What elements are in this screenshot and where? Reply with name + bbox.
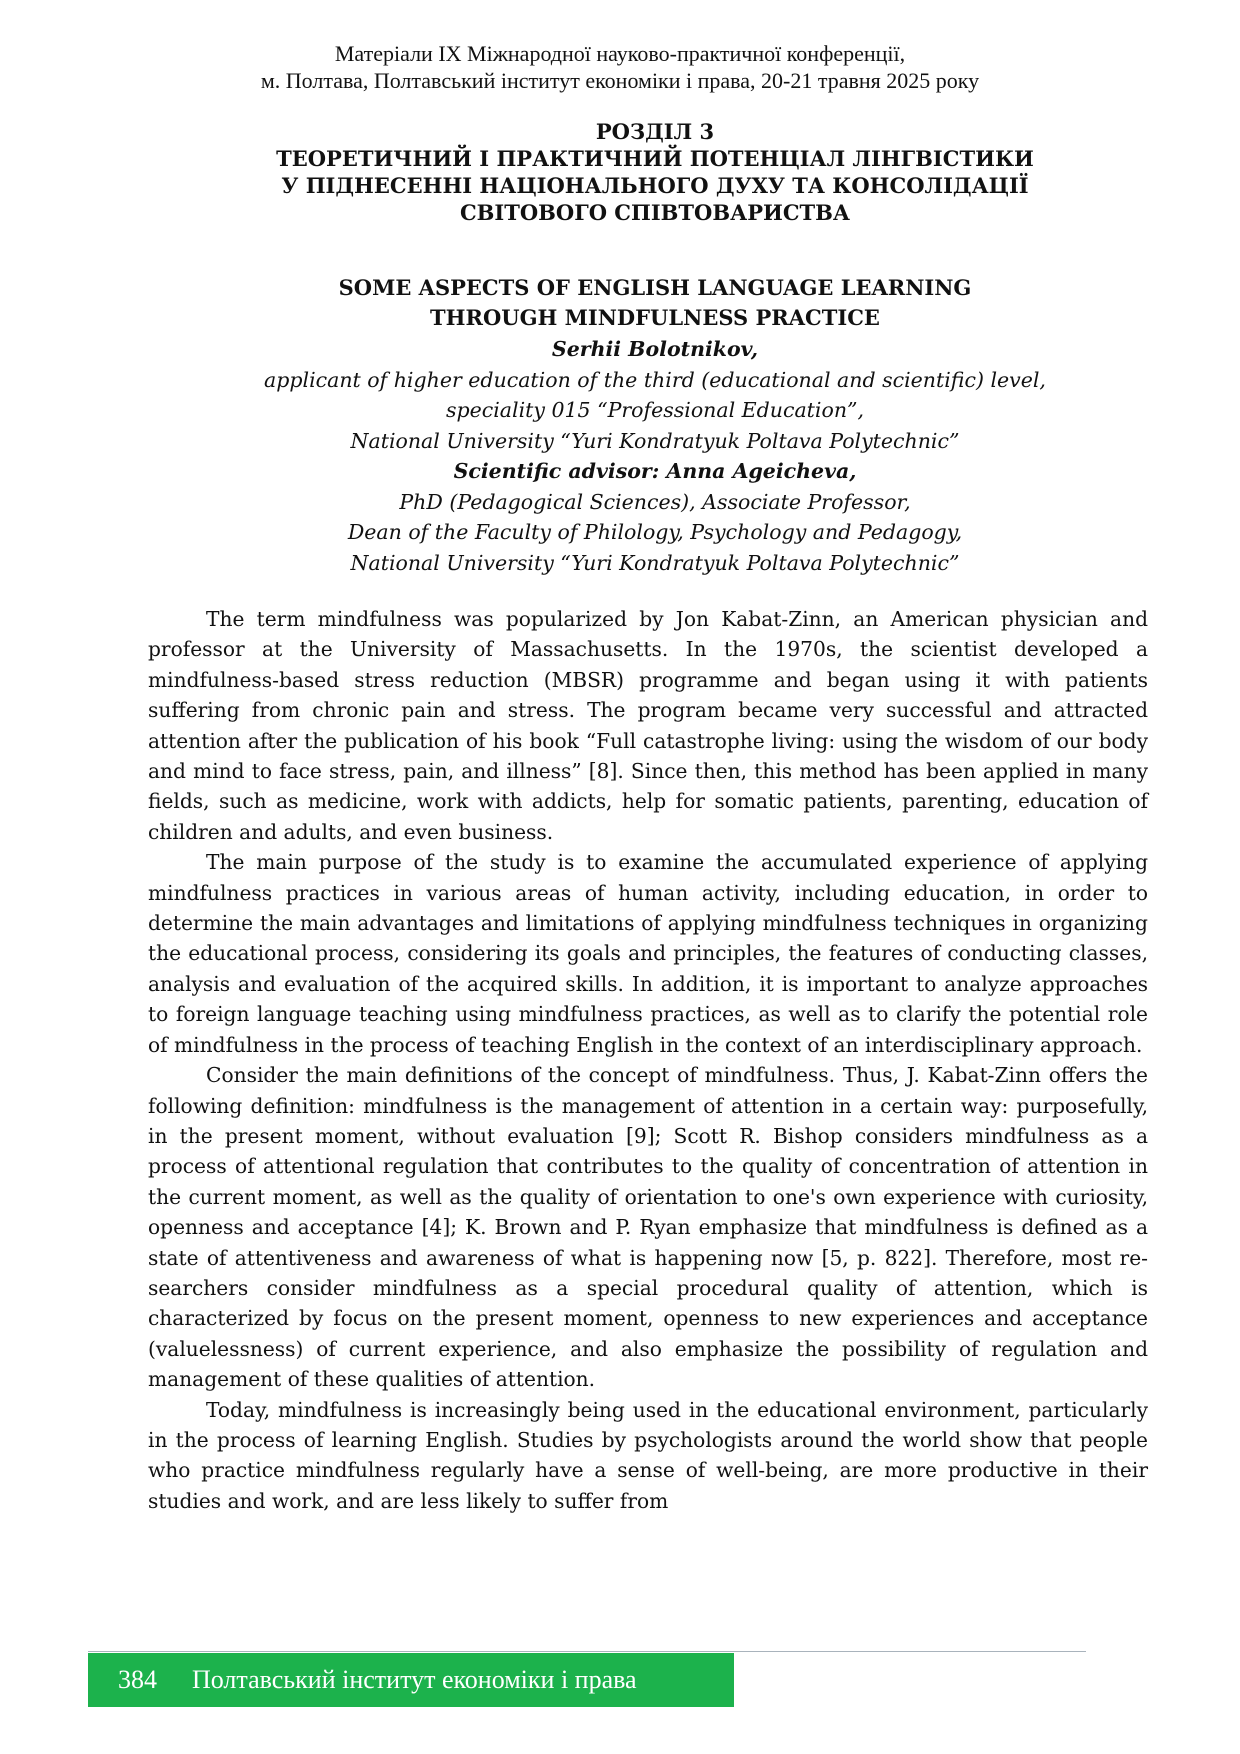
body-paragraph-2: The main purpose of the study is to examine the accumulated experience of applying mindfulness practices in various areas of human activity, including education, in order to determine the main advantages and limitations of applying mindfulness techniques in organizing the educational process, considering its goals and principles, the features of conducting classes, analysis and evaluation of the acquired skills. In addition, it is important to analyze approaches to foreign language teaching using mindfulness practices, as well as to clarify the potential role of mindfulness in the process of teaching English in the context of an interdisciplinary approach. [148,850,1148,1057]
author-block [0,334,1240,578]
section-heading [0,118,1240,226]
section-title-line-1: ТЕОРЕТИЧНИЙ І ПРАКТИЧНИЙ ПОТЕНЦІАЛ ЛІНГВІСТИКИ [276,146,1034,171]
page-number: 384 [118,1665,157,1694]
body-paragraph-3: Consider the main definitions of the concept of mindfulness. Thus, J. Kabat-Zinn offers the following definition: mindfulness is the management of attention in a certain way: purposefully, in the present moment, without evaluation [9]; Scott R. Bishop considers mindfulness as a process of attentional regulation that contributes to the quality of concentration of attention in the current moment, as well as the quality of orientation to one's own experience with curiosity, openness and acceptance [4]; K. Brown and P. Ryan emphasize that mindfulness is defined as a state of attentiveness and awareness of what is happening now [5, p. 822]. Therefore, most researchers consider mindfulness as a special procedural quality of attention, which is characterized by focus on the present moment, openness to new experiences and acceptance (valuelessness) of current experience, and also emphasize the possibility of regulation and management of these qualities of attention. [148,1063,1148,1392]
conference-header [0,40,1240,94]
body-paragraph-1: The term mindfulness was popularized by Jon Kabat-Zinn, an American physician and professor at the University of Massachusetts. In the 1970s, the scientist developed a mindfulness-based stress reduction (MBSR) programme and began using it with patients suffering from chronic pain and stress. The program became very successful and attracted attention after the publication of his book “Full catastrophe living: using the wisdom of our body and mind to face stress, pain, and illness” [8]. Since then, this method has been applied in many fields, such as medicine, work with addicts, help for somatic patients, parenting, education of children and adults, and even business. [148,607,1148,844]
article-title [0,273,1240,333]
conference-header-line-2: м. Полтава, Полтавський інститут економіки і права, 20-21 травня 2025 року [260,68,980,93]
section-title-line-3: СВІТОВОГО СПІВТОВАРИСТВА [459,200,851,225]
advisor-affiliation-line-3: National University “Yuri Kondratyuk Poltava Polytechnic” [350,550,960,575]
advisor-name: Scientific advisor: Anna Ageicheva, [453,459,857,483]
footer-divider [88,1651,1086,1652]
article-body [148,604,1148,1516]
conference-header-line-1: Матеріали IX Міжнародної науково-практичної конференції, [334,41,906,66]
section-title-line-2: У ПІДНЕСЕННІ НАЦІОНАЛЬНОГО ДУХУ ТА КОНСОЛІДАЦІЇ [281,173,1029,198]
author-name: Serhii Bolotnikov, [551,337,759,361]
advisor-affiliation-line-1: PhD (Pedagogical Sciences), Associate Professor, [399,489,911,514]
footer-institute-name: Полтавський інститут економіки і права [192,1665,637,1694]
footer-bar [88,1653,734,1707]
advisor-affiliation-line-2: Dean of the Faculty of Philology, Psychology and Pedagogy, [347,520,963,544]
section-number: РОЗДІЛ 3 [595,119,715,144]
article-title-line-2: THROUGH MINDFULNESS PRACTICE [430,305,880,330]
author-affiliation-line-1: applicant of higher education of the third (educational and scientific) level, [264,367,1046,392]
author-affiliation-line-2: speciality 015 “Professional Education”, [445,398,865,422]
article-title-line-1: SOME ASPECTS OF ENGLISH LANGUAGE LEARNING [338,275,972,300]
body-paragraph-4: Today, mindfulness is increasingly being used in the educational environment, particularly in the process of learning English. Studies by psychologists around the world show that people who practice mindfulness regularly have a sense of well-being, are more productive in their studies and work, and are less likely to suffer from [148,1397,1148,1513]
author-affiliation-line-3: National University “Yuri Kondratyuk Poltava Polytechnic” [350,428,960,453]
